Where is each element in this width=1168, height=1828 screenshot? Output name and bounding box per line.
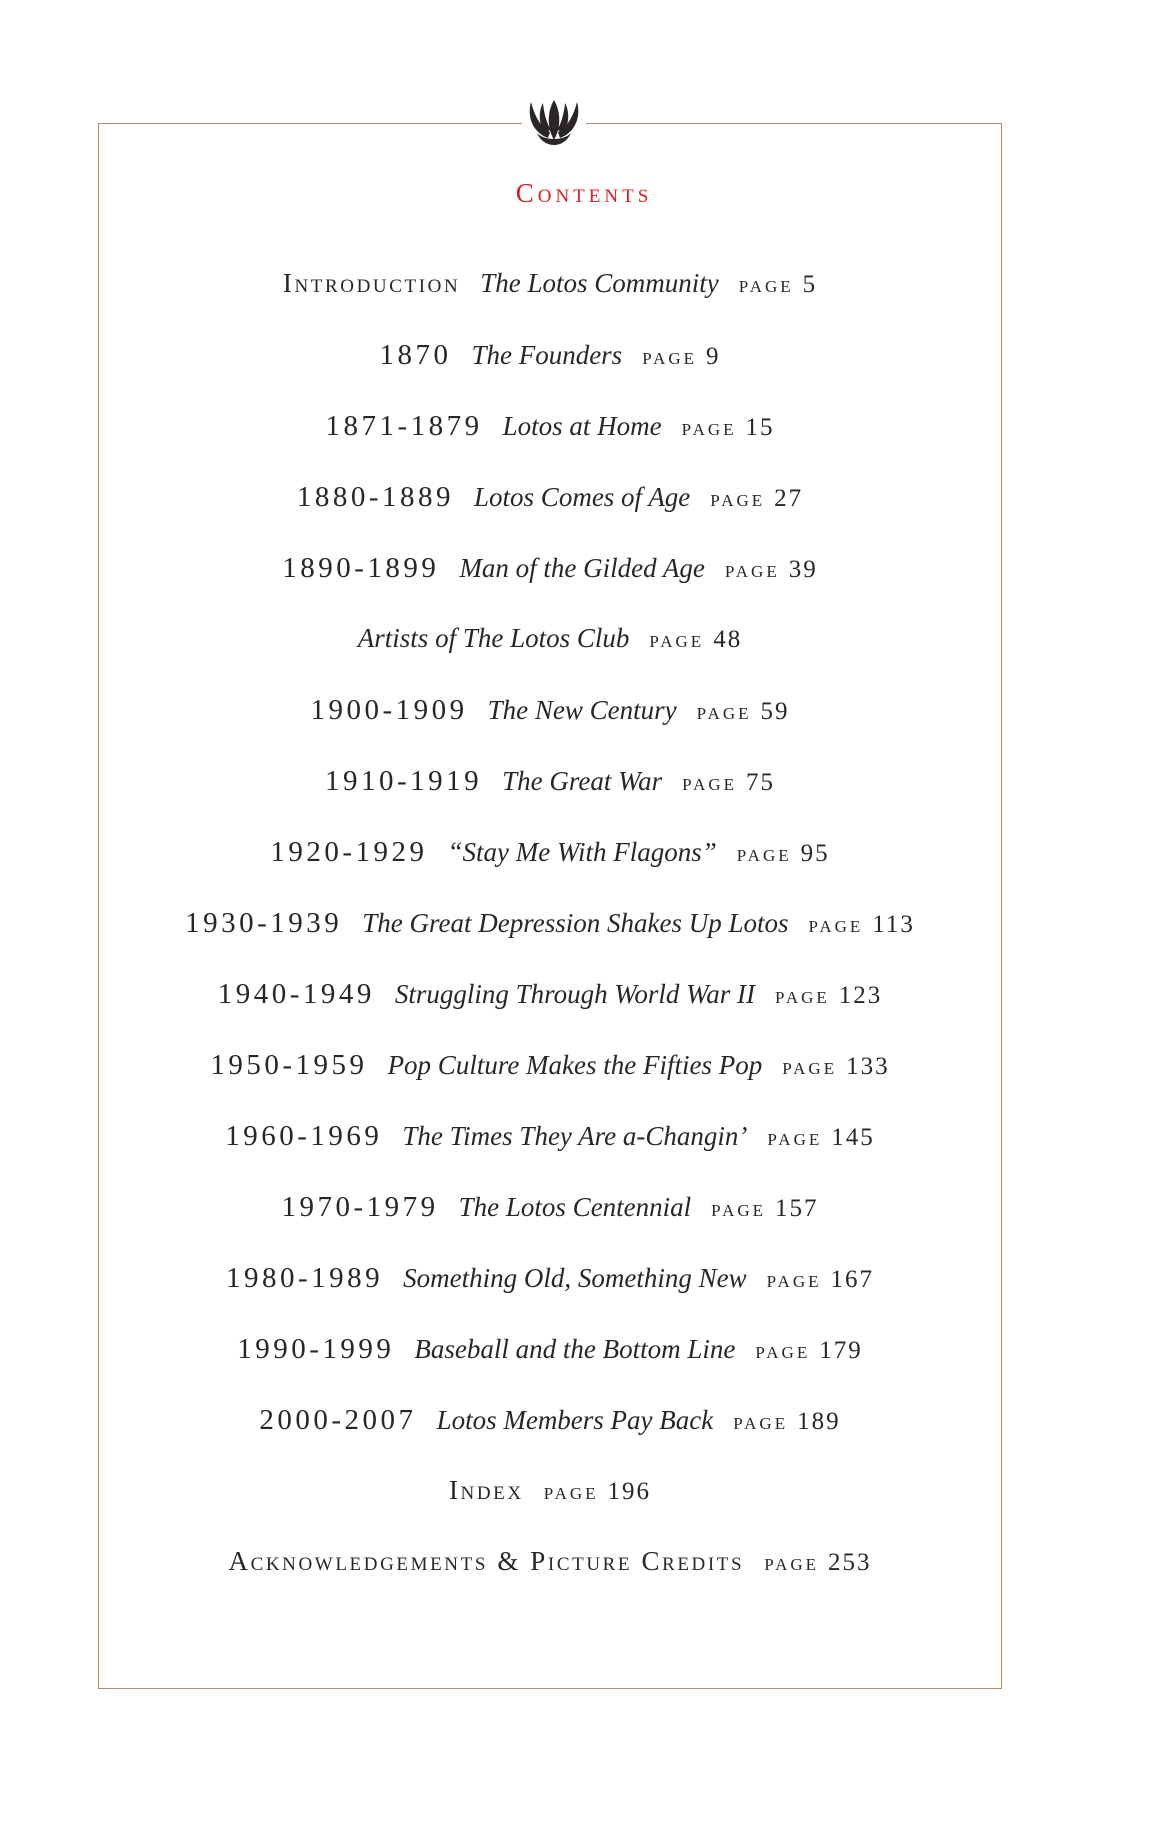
toc-year-range: 1880-1889 xyxy=(296,481,455,513)
toc-entry-1900-1909[interactable] xyxy=(98,694,1002,765)
toc-entry-1920-1929[interactable] xyxy=(98,836,1002,907)
toc-page-number: 167 xyxy=(830,1266,874,1293)
toc-year-range: 1970-1979 xyxy=(281,1191,439,1223)
toc-page-label: PAGE xyxy=(696,704,752,723)
toc-year-range: 1910-1919 xyxy=(324,765,483,797)
toc-entry-1940-1949[interactable] xyxy=(98,978,1002,1049)
toc-year-range: 1930-1939 xyxy=(185,907,343,939)
toc-entry-1880-1889[interactable] xyxy=(98,481,1002,552)
toc-chapter-title: The New Century xyxy=(487,695,677,725)
toc-chapter-title: Lotos Comes of Age xyxy=(474,482,691,512)
toc-page-label: PAGE xyxy=(736,846,792,865)
page-title: Contents xyxy=(515,178,653,208)
toc-page-label: PAGE xyxy=(774,988,830,1007)
toc-page-number: 123 xyxy=(838,982,883,1009)
toc-chapter-title: “Stay Me With Flagons” xyxy=(447,837,717,867)
toc-entry-acknowledgements[interactable] xyxy=(98,1546,1002,1617)
toc-page-label: PAGE xyxy=(681,420,737,439)
toc-entry-1930-1939[interactable] xyxy=(98,907,1002,978)
toc-year-range: 2000-2007 xyxy=(259,1404,417,1436)
toc-year-range: 1900-1909 xyxy=(310,694,468,726)
toc-page-number: 179 xyxy=(819,1337,863,1364)
toc-page-number: 48 xyxy=(713,626,743,653)
toc-page-label: PAGE xyxy=(682,775,738,794)
toc-section-label: Index xyxy=(448,1475,524,1505)
toc-section-label: Acknowledgements & Picture Credits xyxy=(228,1546,745,1576)
toc-section-label: Introduction xyxy=(282,268,461,298)
toc-page-number: 189 xyxy=(797,1408,841,1435)
toc-page-number: 95 xyxy=(800,840,830,867)
toc-page-label: PAGE xyxy=(710,491,766,510)
toc-entry-artists[interactable] xyxy=(98,623,1002,694)
toc-year-range: 1920-1929 xyxy=(270,836,428,868)
toc-entry-1980-1989[interactable] xyxy=(98,1262,1002,1333)
toc-chapter-title: The Great Depression Shakes Up Lotos xyxy=(362,908,789,938)
toc-page-number: 27 xyxy=(774,485,804,512)
contents-list xyxy=(98,268,1002,1617)
toc-chapter-title: Lotos Members Pay Back xyxy=(436,1405,714,1435)
toc-entry-1910-1919[interactable] xyxy=(98,765,1002,836)
toc-page-label: PAGE xyxy=(808,917,864,936)
toc-chapter-title: The Founders xyxy=(471,340,623,370)
toc-page-number: 15 xyxy=(745,414,775,441)
toc-page-number: 5 xyxy=(802,271,818,298)
toc-page-label: PAGE xyxy=(642,349,698,368)
toc-entry-1990-1999[interactable] xyxy=(98,1333,1002,1404)
toc-page-label: PAGE xyxy=(733,1414,789,1433)
toc-page-label: PAGE xyxy=(649,632,705,651)
toc-chapter-title: Pop Culture Makes the Fifties Pop xyxy=(387,1050,763,1080)
toc-year-range: 1870 xyxy=(379,339,452,371)
toc-entry-1970-1979[interactable] xyxy=(98,1191,1002,1262)
toc-page-number: 145 xyxy=(831,1124,875,1151)
toc-chapter-title: The Great War xyxy=(502,766,663,796)
toc-chapter-title: Lotos at Home xyxy=(502,411,662,441)
toc-year-range: 1940-1949 xyxy=(217,978,375,1010)
toc-chapter-title: The Lotos Community xyxy=(480,268,719,298)
toc-page-number: 196 xyxy=(607,1478,652,1505)
toc-page-label: PAGE xyxy=(738,277,794,296)
toc-entry-1890-1899[interactable] xyxy=(98,552,1002,623)
toc-year-range: 1960-1969 xyxy=(225,1120,383,1152)
toc-page-number: 157 xyxy=(775,1195,819,1222)
toc-entry-index[interactable] xyxy=(98,1475,1002,1546)
toc-chapter-title: Struggling Through World War II xyxy=(394,979,755,1009)
toc-entry-1960-1969[interactable] xyxy=(98,1120,1002,1191)
toc-year-range: 1890-1899 xyxy=(282,552,440,584)
toc-chapter-title: The Times They Are a-Changin’ xyxy=(402,1121,748,1151)
toc-entry-1870[interactable] xyxy=(98,339,1002,410)
toc-year-range: 1990-1999 xyxy=(237,1333,395,1365)
toc-page-number: 39 xyxy=(788,556,818,583)
toc-chapter-title: Something Old, Something New xyxy=(403,1263,747,1293)
toc-year-range: 1871-1879 xyxy=(325,410,483,442)
toc-page-label: PAGE xyxy=(764,1555,820,1574)
toc-page-label: PAGE xyxy=(767,1130,823,1149)
toc-year-range: 1980-1989 xyxy=(226,1262,384,1294)
lotus-icon xyxy=(522,92,586,156)
toc-entry-introduction[interactable] xyxy=(98,268,1002,339)
toc-page-number: 133 xyxy=(846,1053,890,1080)
toc-page-number: 75 xyxy=(746,769,776,796)
toc-page-number: 9 xyxy=(706,343,721,370)
toc-page-number: 59 xyxy=(760,698,790,725)
toc-page-label: PAGE xyxy=(724,562,780,581)
toc-entry-1871-1879[interactable] xyxy=(98,410,1002,481)
toc-year-range: 1950-1959 xyxy=(210,1049,368,1081)
toc-page-label: PAGE xyxy=(755,1343,811,1362)
toc-page-label: PAGE xyxy=(543,1484,599,1503)
toc-page-label: PAGE xyxy=(766,1272,822,1291)
toc-page-label: PAGE xyxy=(782,1059,838,1078)
toc-entry-1950-1959[interactable] xyxy=(98,1049,1002,1120)
toc-page-number: 113 xyxy=(872,911,915,938)
toc-chapter-title: The Lotos Centennial xyxy=(458,1192,692,1222)
toc-entry-2000-2007[interactable] xyxy=(98,1404,1002,1475)
toc-page-label: PAGE xyxy=(711,1201,767,1220)
toc-page-number: 253 xyxy=(828,1549,872,1576)
toc-chapter-title: Baseball and the Bottom Line xyxy=(414,1334,736,1364)
toc-chapter-title: Man of the Gilded Age xyxy=(459,553,705,583)
toc-chapter-title: Artists of The Lotos Club xyxy=(357,623,630,653)
